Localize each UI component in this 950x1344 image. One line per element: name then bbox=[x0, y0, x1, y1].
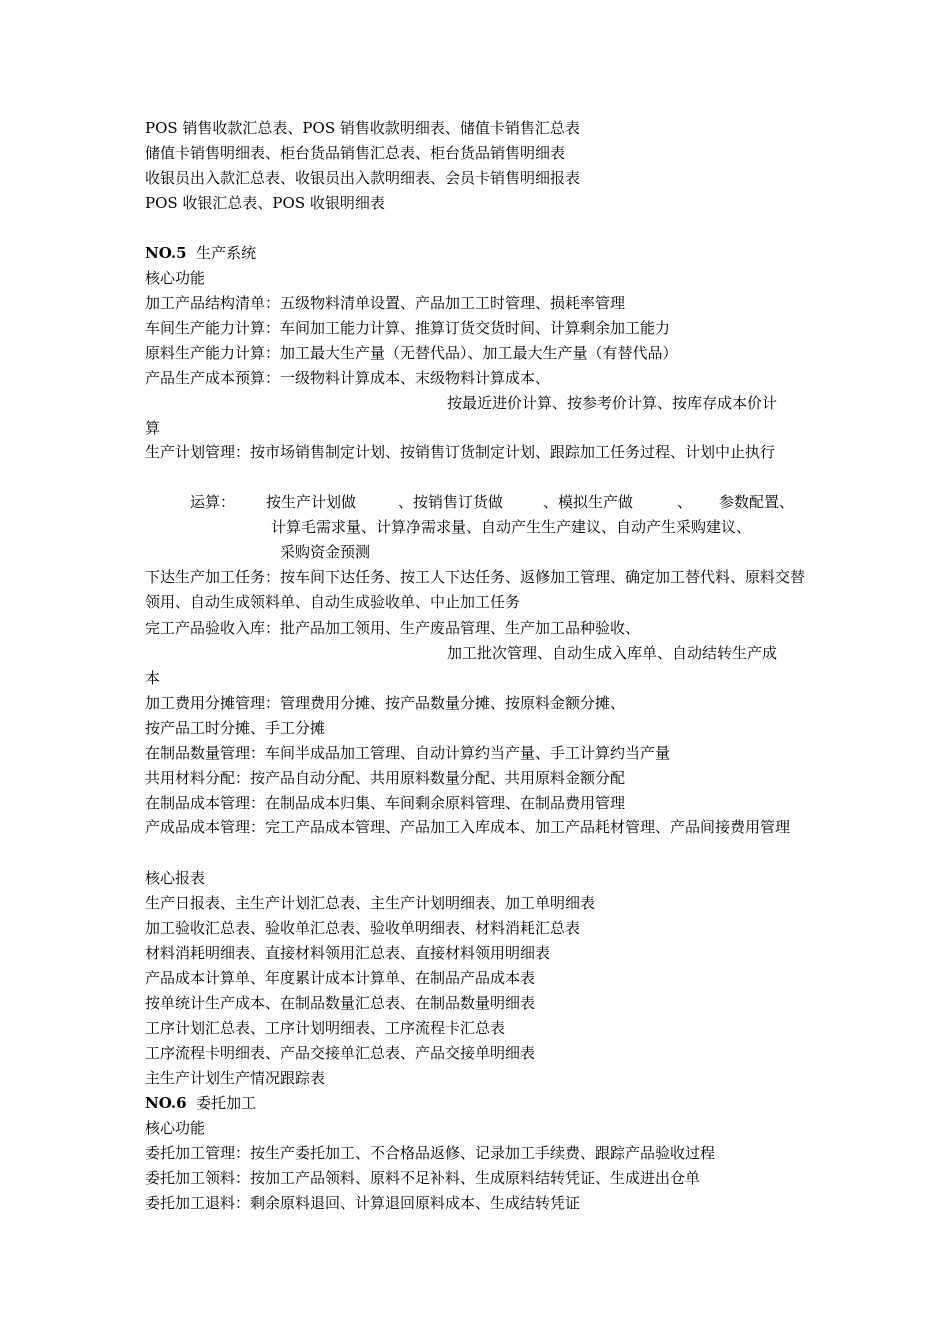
calc-line: 计算毛需求量、计算净需求量、自动产生生产建议、自动产生采购建议、 bbox=[271, 518, 752, 536]
report-line: 工序计划汇总表、工序计划明细表、工序流程卡汇总表 bbox=[145, 1019, 506, 1037]
function-line: 委托加工管理：按生产委托加工、不合格品返修、记录加工手续费、跟踪产品验收过程 bbox=[145, 1144, 716, 1162]
function-line: 加工产品结构清单：五级物料清单设置、产品加工工时管理、损耗率管理 bbox=[145, 294, 626, 312]
pos-report-line: 储值卡销售明细表、柜台货品销售汇总表、柜台货品销售明细表 bbox=[145, 144, 566, 162]
report-line: 按单统计生产成本、在制品数量汇总表、在制品数量明细表 bbox=[145, 994, 536, 1012]
report-line: 加工验收汇总表、验收单汇总表、验收单明细表、材料消耗汇总表 bbox=[145, 919, 581, 937]
subheading: 核心报表 bbox=[145, 869, 206, 887]
report-line: 材料消耗明细表、直接材料领用汇总表、直接材料领用明细表 bbox=[145, 944, 551, 962]
function-line: 委托加工领料：按加工产品领料、原料不足补料、生成原料结转凭证、生成进出仓单 bbox=[145, 1169, 701, 1187]
report-line: 主生产计划生产情况跟踪表 bbox=[145, 1069, 326, 1087]
section-heading bbox=[145, 243, 810, 263]
report-line: 工序流程卡明细表、产品交接单汇总表、产品交接单明细表 bbox=[145, 1044, 536, 1062]
function-line-continued: 本 bbox=[145, 669, 161, 687]
function-line-continued: 算 bbox=[145, 419, 161, 437]
function-line: 共用材料分配：按产品自动分配、共用原料数量分配、共用原料金额分配 bbox=[145, 769, 626, 787]
function-line: 下达生产加工任务：按车间下达任务、按工人下达任务、返修加工管理、确定加工替代料、原料交替领用、自动生成领料单、自动生成验收单、中止加工任务 bbox=[145, 568, 806, 611]
section-heading bbox=[145, 1093, 810, 1113]
pos-report-line: 收银员出入款汇总表、收银员出入款明细表、会员卡销售明细报表 bbox=[145, 169, 581, 187]
function-line-continued: 加工批次管理、自动生成入库单、自动结转生产成 bbox=[447, 644, 778, 662]
function-line: 加工费用分摊管理：管理费用分摊、按产品数量分摊、按原料金额分摊、 bbox=[145, 694, 626, 712]
report-line: 生产日报表、主生产计划汇总表、主生产计划明细表、加工单明细表 bbox=[145, 894, 596, 912]
calc-item: 、按销售订货做 bbox=[398, 493, 504, 511]
calc-line: 采购资金预测 bbox=[280, 543, 371, 561]
calc-item: 按生产计划做 bbox=[266, 493, 357, 511]
function-line: 车间生产能力计算：车间加工能力计算、推算订货交货时间、计算剩余加工能力 bbox=[145, 319, 671, 337]
function-line-continued: 按最近进价计算、按参考价计算、按库存成本价计 bbox=[447, 394, 778, 412]
section-title: 委托加工 bbox=[196, 1094, 257, 1112]
pos-report-line: POS 销售收款汇总表、POS 销售收款明细表、储值卡销售汇总表 bbox=[145, 119, 580, 137]
calc-item: 、模拟生产做 bbox=[543, 493, 634, 511]
function-line: 在制品成本管理：在制品成本归集、车间剩余原料管理、在制品费用管理 bbox=[145, 794, 626, 812]
subheading: 核心功能 bbox=[145, 269, 206, 287]
function-line-continued: 按产品工时分摊、手工分摊 bbox=[145, 719, 326, 737]
section-number: NO.6 bbox=[145, 1094, 187, 1112]
function-line: 完工产品验收入库：批产品加工领用、生产废品管理、生产加工品种验收、 bbox=[145, 619, 641, 637]
calc-item: 、 bbox=[677, 493, 693, 511]
subheading: 核心功能 bbox=[145, 1119, 206, 1137]
function-line: 产成品成本管理：完工产品成本管理、产品加工入库成本、加工产品耗材管理、产品间接费用管理 bbox=[145, 818, 791, 836]
function-line: 产品生产成本预算：一级物料计算成本、末级物料计算成本、 bbox=[145, 369, 551, 387]
section-number: NO.5 bbox=[145, 244, 187, 262]
function-line: 原料生产能力计算：加工最大生产量（无替代品）、加工最大生产量（有替代品） bbox=[145, 344, 678, 362]
pos-report-line: POS 收银汇总表、POS 收银明细表 bbox=[145, 194, 385, 212]
section-title: 生产系统 bbox=[196, 244, 257, 262]
calc-item: 参数配置、 bbox=[719, 493, 795, 511]
report-line: 产品成本计算单、年度累计成本计算单、在制品产品成本表 bbox=[145, 969, 536, 987]
function-line: 生产计划管理：按市场销售制定计划、按销售订货制定计划、跟踪加工任务过程、计划中止执行 bbox=[145, 443, 776, 461]
calc-label: 运算： bbox=[190, 493, 236, 511]
function-line: 委托加工退料：剩余原料退回、计算退回原料成本、生成结转凭证 bbox=[145, 1194, 581, 1212]
function-line: 在制品数量管理：车间半成品加工管理、自动计算约当产量、手工计算约当产量 bbox=[145, 744, 671, 762]
